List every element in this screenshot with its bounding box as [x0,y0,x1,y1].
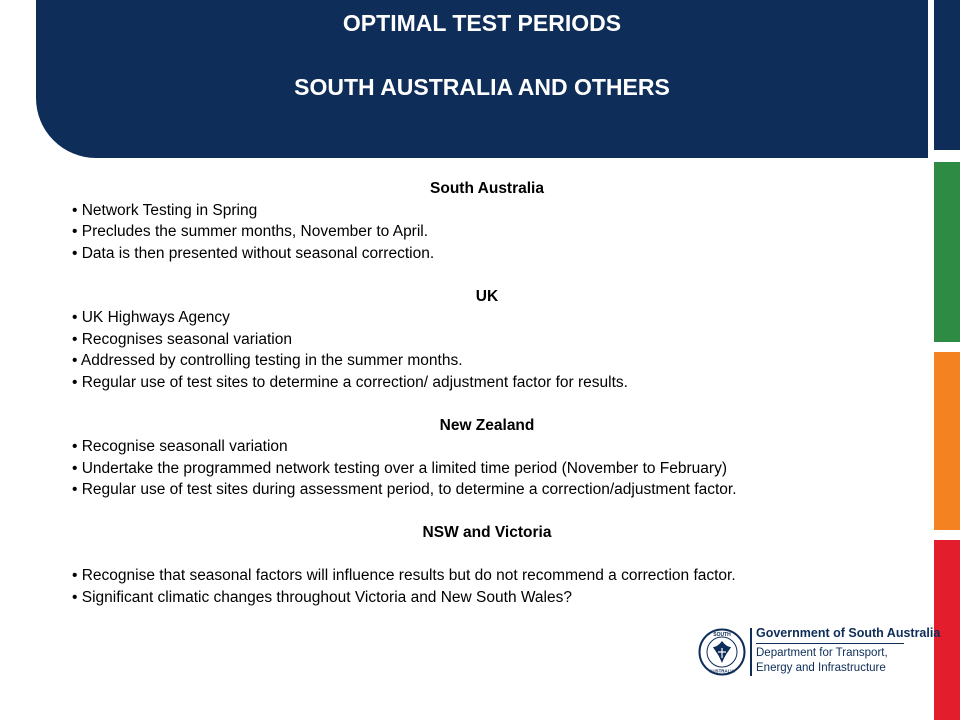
government-logo [698,624,941,684]
department-name-line-2: Energy and Infrastructure [756,662,886,674]
side-bar-navy [934,0,960,150]
section-heading-uk: UK [475,287,499,305]
seal-text-top: SOUTH [713,631,731,638]
side-bar-green [934,162,960,342]
bullet-item: • Regular use of test sites during assessment period, to determine a correction/adjustment factor. [72,481,737,498]
slide-body [72,178,902,608]
bullet-item: • UK Highways Agency [72,309,230,326]
bullet-item: • Recognise that seasonal factors will influence results but do not recommend a correction factor. [72,567,736,584]
bullet-item: • Recognises seasonal variation [72,330,292,348]
south-australia-seal-icon [698,628,746,676]
title-line-1: OPTIMAL TEST PERIODS [342,10,622,36]
bullet-item: • Network Testing in Spring [72,201,258,219]
bullet-item: • Significant climatic changes throughout Victoria and New South Wales? [72,588,572,606]
bullet-item: • Addressed by controlling testing in the summer months. [72,352,463,369]
org-name: Government of South Australia [756,626,941,640]
side-bar-orange [934,352,960,530]
bullet-item: • Precludes the summer months, November to April. [72,223,429,240]
department-name-line-1: Department for Transport, [756,647,888,659]
section-heading-south-australia: South Australia [430,180,544,197]
bullet-item: • Data is then presented without seasonal correction. [72,244,435,262]
bullet-item: • Recognise seasonall variation [72,438,288,455]
section-heading-nsw-victoria: NSW and Victoria [422,524,552,541]
bullet-item: • Undertake the programmed network testing over a limited time period (November to February) [72,459,727,477]
logo-divider [750,628,752,676]
seal-text-bottom: AUSTRALIA [709,668,735,674]
bullet-item: • Regular use of test sites to determine a correction/ adjustment factor for results. [72,373,628,391]
section-heading-new-zealand: New Zealand [439,416,535,434]
org-rule [756,643,904,644]
title-line-2: SOUTH AUSTRALIA AND OTHERS [294,74,670,100]
